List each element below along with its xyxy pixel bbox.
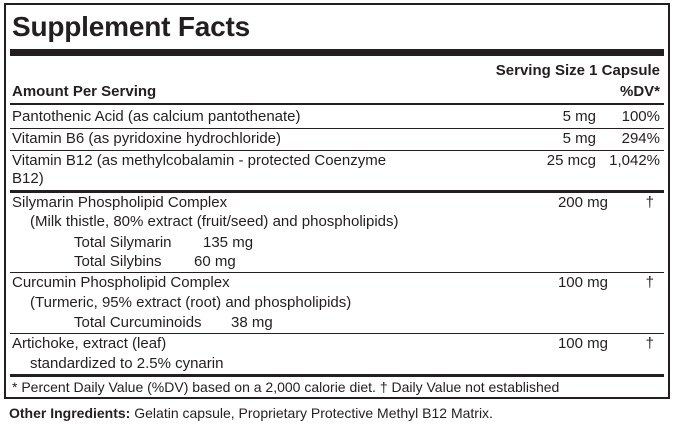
blend-amount: 200 mg: [557, 194, 608, 211]
blend-dv: †: [645, 274, 654, 291]
blend-detail: (Milk thistle, 80% extract (fruit/seed) and phospholipids): [30, 213, 399, 230]
nutrient-name-cont: B12): [12, 170, 44, 187]
sub-ingredient-label: Total Silybins: [74, 253, 162, 270]
thick-rule-top: [10, 49, 664, 56]
dv-header: %DV*: [619, 83, 660, 100]
medium-rule: [10, 190, 664, 193]
blend-dv: †: [645, 335, 654, 352]
supplement-facts-panel: [4, 3, 670, 399]
row-divider: [10, 150, 664, 151]
row-divider: [10, 128, 664, 129]
blend-name: Artichoke, extract (leaf): [12, 335, 167, 352]
other-ingredients-label: Other Ingredients:: [9, 405, 131, 421]
dv-footnote: * Percent Daily Value (%DV) based on a 2,000 calorie diet. † Daily Value not established: [12, 379, 560, 395]
nutrient-dv: 100%: [621, 108, 660, 125]
nutrient-name: Vitamin B12 (as methylcobalamin - protected Coenzyme: [12, 152, 387, 169]
other-ingredients-text: Gelatin capsule, Proprietary Protective Methyl B12 Matrix.: [130, 405, 493, 421]
blend-name: Curcumin Phospholipid Complex: [12, 274, 230, 291]
blend-dv: †: [645, 194, 654, 211]
nutrient-amount: 5 mg: [562, 108, 596, 125]
blend-name: Silymarin Phospholipid Complex: [12, 194, 228, 211]
nutrient-dv: 1,042%: [609, 152, 660, 169]
serving-size: Serving Size 1 Capsule: [495, 62, 660, 79]
other-ingredients: [9, 405, 493, 422]
amount-per-serving-label: Amount Per Serving: [12, 83, 157, 100]
nutrient-name: Pantothenic Acid (as calcium pantothenate): [12, 108, 301, 125]
row-divider: [10, 333, 664, 334]
sub-ingredient-label: Total Silymarin: [74, 234, 172, 251]
panel-title: Supplement Facts: [12, 11, 250, 42]
blend-detail: standardized to 2.5% cynarin: [30, 355, 224, 372]
sub-ingredient-amount: 38 mg: [231, 314, 273, 331]
nutrient-amount: 25 mcg: [546, 152, 596, 169]
nutrient-amount: 5 mg: [562, 130, 596, 147]
blend-amount: 100 mg: [557, 335, 608, 352]
sub-ingredient-amount: 60 mg: [194, 253, 236, 270]
blend-amount: 100 mg: [557, 274, 608, 291]
sub-ingredient-label: Total Curcuminoids: [74, 314, 202, 331]
thick-rule-bottom: [10, 374, 664, 377]
row-divider: [10, 272, 664, 273]
nutrient-name: Vitamin B6 (as pyridoxine hydrochloride): [12, 130, 282, 147]
sub-ingredient-amount: 135 mg: [203, 234, 254, 251]
blend-detail: (Turmeric, 95% extract (root) and phospholipids): [30, 294, 352, 311]
rule-header: [10, 103, 664, 105]
nutrient-dv: 294%: [621, 130, 660, 147]
